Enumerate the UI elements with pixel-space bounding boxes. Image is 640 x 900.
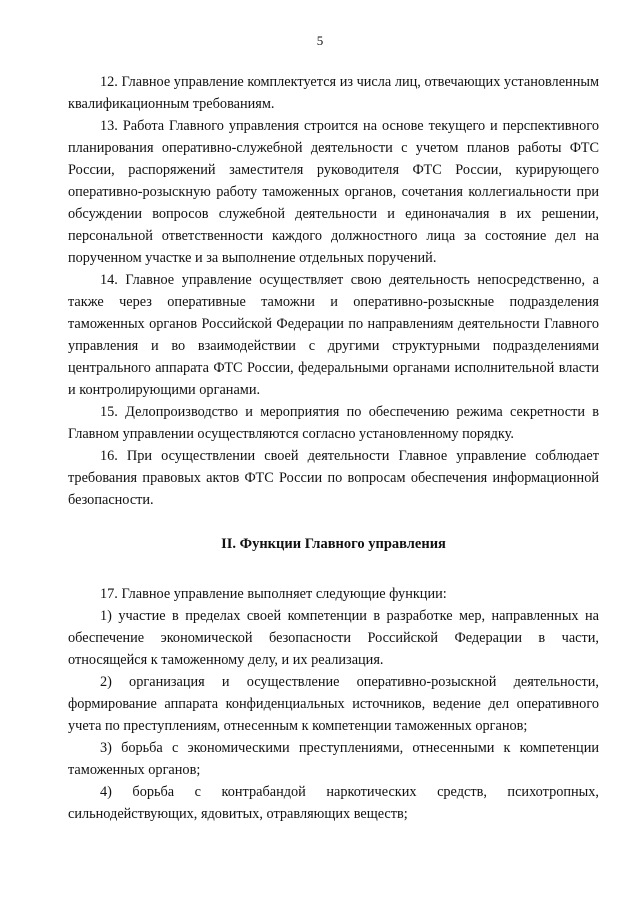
function-item-2: 2) организация и осуществление оперативно-розыскной деятельности, формирование аппарата конфиденциальных источников, ведение дел оперативного учета по преступлениям, отнесенным к компетенции таможенных органов; xyxy=(68,674,599,734)
paragraph-13: 13. Работа Главного управления строится на основе текущего и перспективного планирования оперативно-служебной деятельности с учетом планов работы ФТС России, распоряжений заместителя руководителя ФТС России, курирующего оперативно-розыскную работу таможенных органов, сочетания коллегиальности при обсуждении вопросов служебной деятельности и единоначалия в их решении, персональной ответственности каждого должностного лица за состояние дел на порученном участке и за выполнение отдельных поручений. xyxy=(68,118,599,266)
spacer xyxy=(68,555,599,583)
function-item-1: 1) участие в пределах своей компетенции в разработке мер, направленных на обеспечение экономической безопасности Российской Федерации в части, относящейся к таможенному делу, и их реализация. xyxy=(68,608,599,668)
paragraph-16: 16. При осуществлении своей деятельности Главное управление соблюдает требования правовых актов ФТС России по вопросам обеспечения информационной безопасности. xyxy=(68,448,599,508)
paragraph-14: 14. Главное управление осуществляет свою деятельность непосредственно, а также через оперативные таможни и оперативно-розыскные подразделения таможенных органов Российской Федерации по направлениям деятельности Главного управления и во взаимодействии с другими структурными подразделениями центрального аппарата ФТС России, федеральными органами исполнительной власти и контролирующими органами. xyxy=(68,272,599,398)
function-item-3: 3) борьба с экономическими преступлениями, отнесенными к компетенции таможенных органов; xyxy=(68,740,599,778)
document-body xyxy=(68,71,599,825)
functions-intro: 17. Главное управление выполняет следующие функции: xyxy=(100,586,447,602)
page-number: 5 xyxy=(316,33,324,48)
functions-list xyxy=(68,605,599,825)
function-item-4: 4) борьба с контрабандой наркотических средств, психотропных, сильнодействующих, ядовитых, отравляющих веществ; xyxy=(68,784,599,822)
section-heading: II. Функции Главного управления xyxy=(221,536,446,552)
paragraph-12: 12. Главное управление комплектуется из числа лиц, отвечающих установленным квалификационным требованиям. xyxy=(68,74,599,112)
spacer xyxy=(68,511,599,533)
paragraph-15: 15. Делопроизводство и мероприятия по обеспечению режима секретности в Главном управлении осуществляются согласно установленному порядку. xyxy=(68,404,599,442)
